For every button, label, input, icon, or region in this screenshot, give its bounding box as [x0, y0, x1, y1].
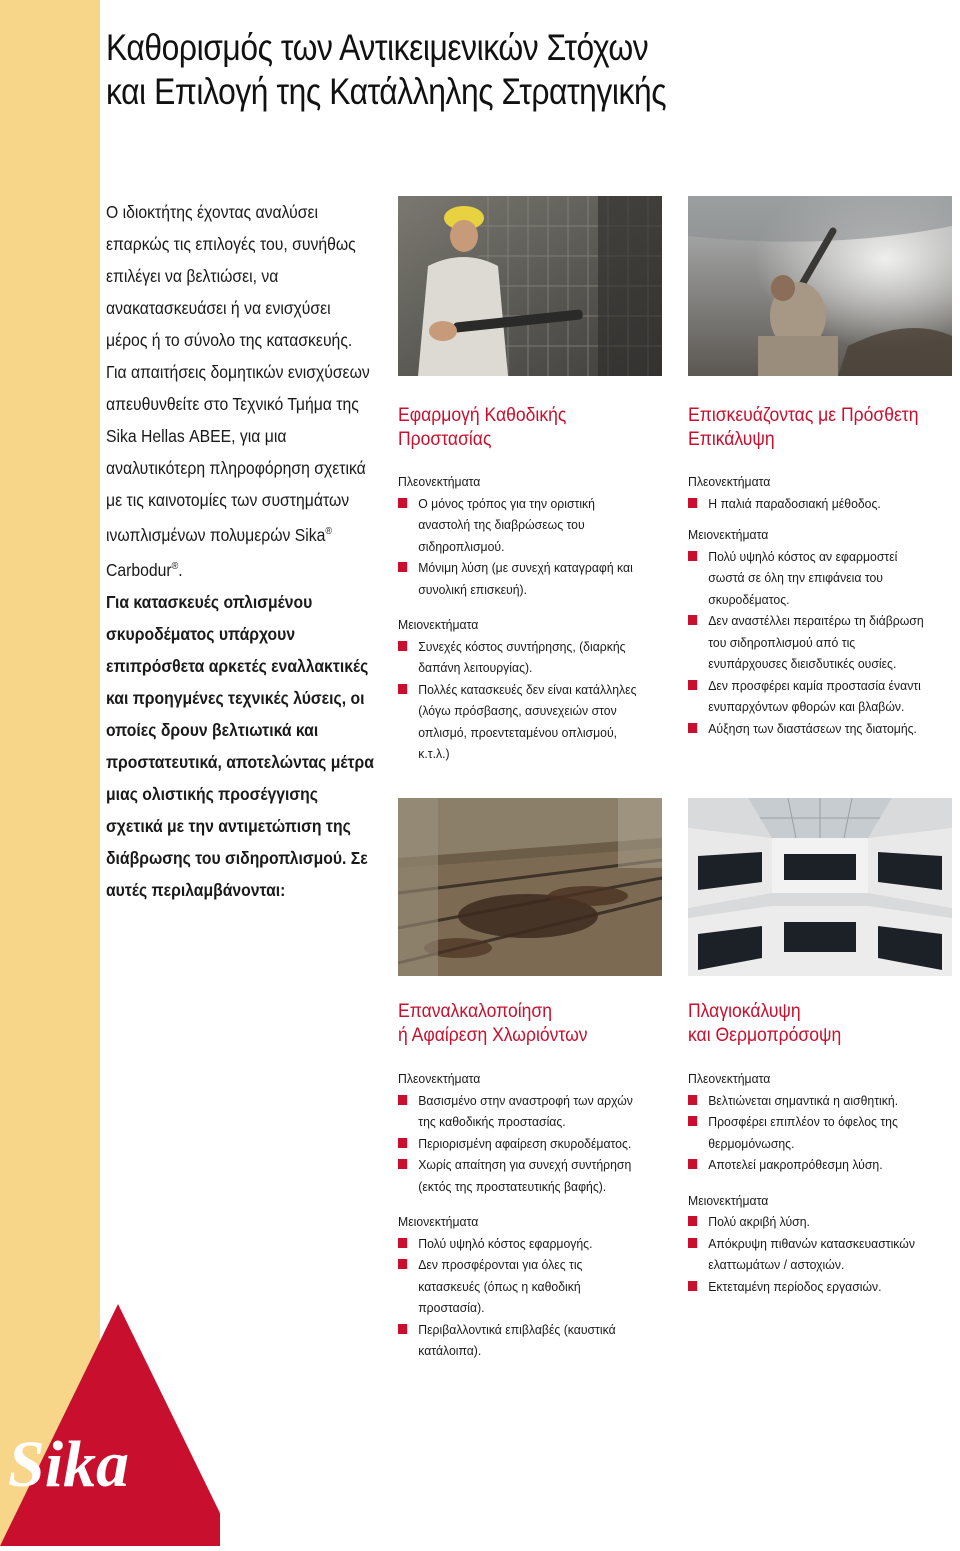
list-item	[398, 1133, 646, 1155]
bullet-square-icon	[688, 498, 697, 508]
list-item-text: Εκτεταμένη περίοδος εργασιών.	[708, 1278, 882, 1294]
intro-product-name: Carbodur	[106, 559, 172, 580]
list-item	[398, 493, 646, 558]
list-item-text: Δεν προσφέρει καμία προστασία έναντι ενυπαρχόντων φθορών και βλαβών.	[708, 677, 921, 714]
list-item	[398, 1233, 646, 1255]
list-item-text: Πολύ ακριβή λύση.	[708, 1214, 810, 1229]
list-item-text: Περιορισμένη αφαίρεση σκυροδέματος.	[418, 1135, 632, 1151]
list-item	[398, 679, 646, 765]
advantages-heading: Πλεονεκτήματα	[398, 1071, 481, 1086]
intro-paragraph-2-text: Για απαιτήσεις δομητικών ενισχύσεων απευθυνθείτε στο Τεχνικό Τμήμα της Sika Hellas ΑΒΕΕ, για μια αναλυτικότερη πληροφόρηση σχετικά με τις καινοτομίες των συστημάτων ινωπλισμένων πολυμερών Sika	[106, 362, 370, 545]
disadvantages-list	[688, 546, 936, 740]
list-item-text: Βασισμένο στην αναστροφή των αρχών της καθοδικής προστασίας.	[418, 1092, 633, 1129]
list-item-text: Βελτιώνεται σημαντικά η αισθητική.	[708, 1092, 899, 1108]
bullet-square-icon	[688, 1281, 697, 1291]
photo-building-atrium	[688, 798, 952, 976]
list-item-text: Αποτελεί μακροπρόθεσμη λύση.	[708, 1157, 883, 1172]
bullet-square-icon	[688, 723, 697, 733]
bullet-square-icon	[398, 641, 407, 651]
section-title-line: και Θερμοπρόσοψη	[688, 1024, 842, 1046]
bullet-square-icon	[688, 1238, 697, 1248]
section-title-line: Προστασίας	[398, 428, 492, 450]
page-title-line1: Καθορισμός των Αντικειμενικών Στόχων	[106, 27, 649, 68]
logo-wordmark: Sika	[8, 1428, 130, 1501]
list-item-text: Αύξηση των διαστάσεων της διατομής.	[708, 720, 917, 736]
bullet-square-icon	[688, 1159, 697, 1169]
list-item	[688, 1111, 936, 1154]
section-title-line: Πλαγιοκάλυψη	[688, 1000, 801, 1022]
bullet-square-icon	[688, 615, 697, 625]
intro-paragraph-2	[106, 356, 376, 586]
disadvantages-list	[398, 636, 646, 765]
list-item-text: Ο μόνος τρόπος για την οριστική αναστολή της διαβρώσεως του σιδηροπλισμού.	[418, 495, 595, 554]
list-item-text: Χωρίς απαίτηση για συνεχή συντήρηση (εκτός της προστατευτικής βαφής).	[418, 1157, 632, 1194]
bullet-square-icon	[688, 1095, 697, 1105]
section-coating-details	[688, 471, 936, 753]
list-item	[688, 718, 936, 740]
disadvantages-list	[688, 1211, 936, 1297]
section-title-line: Επισκευάζοντας με Πρόσθετη	[688, 404, 919, 426]
list-item-text: Δεν αναστέλλει περαιτέρω τη διάβρωση του σιδηροπλισμού από τις ενυπάρχουσες διεισδυτικές ουσίες.	[708, 613, 924, 671]
advantages-heading: Πλεονεκτήματα	[688, 474, 771, 489]
sika-logo	[0, 1286, 220, 1546]
page-title-line2: και Επιλογή της Κατάλληλης Στρατηγικής	[106, 71, 667, 112]
bullet-square-icon	[398, 498, 407, 508]
advantages-list	[398, 493, 646, 601]
section-cathodic-details	[398, 471, 646, 779]
section-cladding-details	[688, 1068, 936, 1311]
list-item-text: Δεν προσφέρονται για όλες τις κατασκευές (όπως η καθοδική προστασία).	[418, 1257, 583, 1315]
disadvantages-list	[398, 1233, 646, 1362]
list-item-text: Η παλιά παραδοσιακή μέθοδος.	[708, 495, 881, 511]
registered-mark: ®	[171, 560, 179, 572]
advantages-list	[688, 1090, 936, 1176]
intro-paragraph-1: Ο ιδιοκτήτης έχοντας αναλύσει επαρκώς τις επιλογές του, συνήθως επιλέγει να βελτιώσει, να ανακατασκευάσει ή να ενισχύσει μέρος ή το σύνολο της κατασκευής.	[106, 202, 356, 350]
list-item	[398, 557, 646, 600]
disadvantages-heading: Μειονεκτήματα	[688, 1192, 769, 1208]
photo-deck-chloride-removal	[398, 798, 662, 976]
disadvantages-heading: Μειονεκτήματα	[688, 527, 769, 542]
list-item	[398, 1254, 646, 1319]
list-item	[688, 1154, 936, 1176]
photo-worker-spraying-ceiling	[688, 196, 952, 376]
list-item-text: Πολύ υψηλό κόστος αν εφαρμοστεί σωστά σε όλη την επιφάνεια του σκυροδέματος.	[708, 548, 898, 607]
photo-worker-spraying-wall	[398, 196, 662, 376]
list-item-text: Πολύ υψηλό κόστος εφαρμογής.	[418, 1235, 593, 1251]
bullet-square-icon	[398, 1238, 407, 1248]
bullet-square-icon	[688, 551, 697, 561]
bullet-square-icon	[398, 1259, 407, 1269]
list-item	[398, 636, 646, 679]
section-title-cladding	[688, 999, 841, 1047]
list-item	[688, 1090, 936, 1112]
logo-registered-mark: ®	[180, 1470, 190, 1484]
list-item	[688, 675, 936, 718]
list-item	[688, 493, 936, 515]
list-item-text: Συνεχές κόστος συντήρησης, (διαρκής δαπάνη λειτουργίας).	[418, 638, 626, 675]
advantages-heading: Πλεονεκτήματα	[688, 1071, 771, 1086]
bullet-square-icon	[398, 684, 407, 694]
list-item-text: Προσφέρει επιπλέον το όφελος της θερμομόνωσης.	[708, 1114, 898, 1151]
list-item	[688, 546, 936, 611]
advantages-heading: Πλεονεκτήματα	[398, 474, 481, 489]
disadvantages-heading: Μειονεκτήματα	[398, 617, 479, 632]
bullet-square-icon	[398, 1159, 407, 1169]
list-item	[688, 1211, 936, 1233]
list-item-text: Περιβαλλοντικά επιβλαβές (καυστικά κατάλοιπα).	[418, 1321, 616, 1358]
intro-text	[106, 196, 376, 906]
list-item-text: Πολλές κατασκευές δεν είναι κατάλληλες (λόγω πρόσβασης, ασυνεχειών στον οπλισμό, προεντεταμένου οπλισμού, κ.τ.λ.)	[418, 681, 637, 761]
bullet-square-icon	[398, 1324, 407, 1334]
bullet-square-icon	[688, 1216, 697, 1226]
bullet-square-icon	[688, 680, 697, 690]
list-item	[398, 1090, 646, 1133]
list-item	[688, 610, 936, 675]
section-title-line: Εφαρμογή Καθοδικής	[398, 404, 567, 426]
list-item-text: Απόκρυψη πιθανών κατασκευαστικών ελαττωμάτων / αστοχιών.	[708, 1235, 915, 1272]
list-item	[688, 1276, 936, 1298]
advantages-list	[398, 1090, 646, 1198]
bullet-square-icon	[398, 562, 407, 572]
section-title-cathodic	[398, 403, 566, 451]
section-realkalisation-details	[398, 1068, 646, 1376]
page-title	[106, 26, 828, 114]
section-title-line: Επαναλκαλοποίηση	[398, 1000, 553, 1022]
intro-paragraph-3: Για κατασκευές οπλισμένου σκυροδέματος υπάρχουν επιπρόσθετα αρκετές εναλλακτικές και προηγμένες τεχνικές λύσεις, οι οποίες δρουν βελτιωτικά και προστατευτικά, αποτελώντας μέτρα μιας ολιστικής προσέγγισης σχετικά με την αντιμετώπιση της διάβρωσης του σιδηροπλισμού. Σε αυτές περιλαμβάνονται:	[106, 591, 374, 900]
registered-mark: ®	[325, 526, 333, 537]
section-title-realkalisation	[398, 999, 588, 1047]
bullet-square-icon	[398, 1095, 407, 1105]
intro-paragraph-2-end: .	[178, 559, 183, 580]
bullet-square-icon	[688, 1116, 697, 1126]
section-title-coating	[688, 403, 918, 451]
list-item	[688, 1233, 936, 1276]
advantages-list	[688, 493, 936, 515]
disadvantages-heading: Μειονεκτήματα	[398, 1214, 479, 1229]
list-item	[398, 1319, 646, 1362]
list-item	[398, 1154, 646, 1197]
section-title-line: ή Αφαίρεση Χλωριόντων	[398, 1024, 588, 1046]
section-title-line: Επικάλυψη	[688, 428, 775, 450]
list-item-text: Μόνιμη λύση (με συνεχή καταγραφή και συνολική επισκευή).	[418, 560, 633, 597]
bullet-square-icon	[398, 1138, 407, 1148]
